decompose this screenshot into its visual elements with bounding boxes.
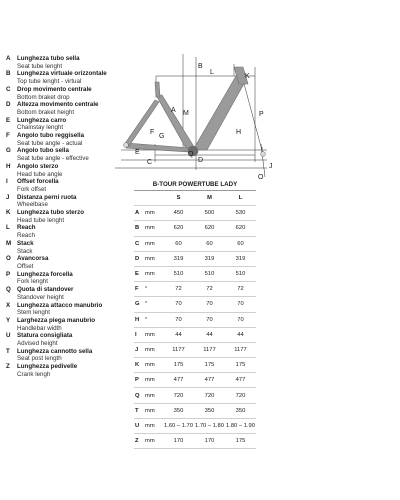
legend-label-it: Lunghezza forcella — [17, 270, 73, 278]
legend-letter: M — [6, 239, 12, 247]
legend-label-en: Crank lengh — [17, 370, 51, 378]
legend-label-en: Head tube angle — [17, 170, 63, 178]
value-l: 70 — [225, 312, 256, 327]
legend-label-it: Lunghezza carro — [17, 116, 67, 124]
value-l: 620 — [225, 221, 256, 236]
legend-item — [6, 255, 128, 270]
diagram-label-l: L — [210, 69, 214, 76]
row-unit: mm — [145, 342, 163, 357]
diagram-label-h: H — [236, 129, 242, 136]
legend-letter: C — [6, 85, 11, 93]
row-letter: A — [134, 206, 145, 221]
legend-label-en: Seat tube lenght — [17, 62, 63, 70]
legend-label-it: Larghezza piega manubrio — [17, 316, 96, 324]
value-l: 510 — [225, 266, 256, 281]
legend-letter: X — [6, 301, 11, 309]
table-row — [134, 358, 256, 373]
legend-label-en: Top tube lenght - virtual — [17, 78, 82, 86]
legend-letter: Q — [6, 286, 11, 294]
row-unit: mm — [145, 388, 163, 403]
value-m: 70 — [194, 312, 225, 327]
row-letter: Q — [134, 388, 145, 403]
row-unit: mm — [145, 266, 163, 281]
diagram-label-q: Q — [188, 151, 194, 158]
value-l: 530 — [225, 206, 256, 221]
row-letter: B — [134, 221, 145, 236]
row-letter: P — [134, 373, 145, 388]
legend-label-en: Seat post length — [17, 355, 62, 363]
legend-label-it: Stack — [17, 239, 34, 247]
table-row — [134, 236, 256, 251]
row-letter: F — [134, 282, 145, 297]
legend-label-it: Lunghezza cannotto sella — [17, 347, 93, 355]
legend-label-it: Distanza perni ruota — [17, 193, 77, 201]
value-m: 350 — [194, 403, 225, 418]
legend-letter: J — [6, 193, 10, 201]
legend-label-en: Seat tube angle - effective — [17, 155, 89, 163]
table-row — [134, 206, 256, 221]
row-unit: mm — [145, 236, 163, 251]
value-m: 620 — [194, 221, 225, 236]
row-letter: K — [134, 358, 145, 373]
diagram-label-j: J — [269, 163, 273, 170]
value-m: 44 — [194, 327, 225, 342]
legend-letter: L — [6, 224, 10, 232]
value-l: 70 — [225, 297, 256, 312]
legend-label-it: Reach — [17, 224, 36, 232]
legend-label-en: Chainstay lenght — [17, 124, 64, 132]
legend-label-en: Reach — [17, 232, 35, 240]
row-unit: mm — [145, 434, 163, 449]
geometry-table — [134, 181, 256, 449]
row-letter: U — [134, 418, 145, 433]
legend-label-en: Standover height — [17, 293, 64, 301]
legend-letter: U — [6, 332, 11, 340]
diagram-label-k: K — [245, 73, 250, 80]
diagram-label-f: F — [150, 129, 155, 136]
table-row — [134, 266, 256, 281]
value-m: 510 — [194, 266, 225, 281]
legend-letter: K — [6, 209, 11, 217]
legend-label-en: Head tube lenght — [17, 216, 65, 224]
size-header: L — [225, 191, 256, 206]
legend-label-it: Offset forcella — [17, 178, 59, 186]
diagram-label-a: A — [171, 107, 176, 114]
legend-label-it: Lunghezza tubo sella — [17, 55, 80, 62]
value-m: 60 — [194, 236, 225, 251]
legend-label-it: Lunghezza virtuale orizzontale — [17, 70, 107, 78]
value-s: 1.60 – 1.70 — [163, 418, 194, 433]
diagram-label-b: B — [198, 63, 203, 70]
value-s: 44 — [163, 327, 194, 342]
legend-label-en: Bottom braket drop — [17, 93, 70, 101]
table-row — [134, 327, 256, 342]
value-s: 720 — [163, 388, 194, 403]
legend-item — [6, 224, 128, 239]
value-s: 1177 — [163, 342, 194, 357]
row-unit: ° — [145, 282, 163, 297]
row-letter: I — [134, 327, 145, 342]
row-letter: E — [134, 266, 145, 281]
legend-letter: F — [6, 132, 10, 140]
value-l: 1177 — [225, 342, 256, 357]
value-s: 70 — [163, 312, 194, 327]
table-row — [134, 221, 256, 236]
table-row — [134, 373, 256, 388]
value-m: 72 — [194, 282, 225, 297]
value-s: 510 — [163, 266, 194, 281]
legend-label-it: Altezza movimento centrale — [17, 101, 99, 109]
legend-label-it: Statura consigliata — [17, 332, 73, 340]
legend-label-it: Lunghezza attacco manubrio — [17, 301, 103, 309]
legend-item — [6, 332, 128, 347]
legend-item — [6, 240, 128, 255]
row-unit: ° — [145, 312, 163, 327]
legend-letter: Y — [6, 316, 11, 324]
diagram-label-p: P — [259, 111, 264, 118]
legend-letter: A — [6, 55, 11, 62]
value-m: 1177 — [194, 342, 225, 357]
legend-letter: D — [6, 101, 11, 109]
value-l: 44 — [225, 327, 256, 342]
table-row — [134, 418, 256, 433]
legend-label-en: Bottom braket height — [17, 108, 75, 116]
value-l: 175 — [225, 434, 256, 449]
legend-item — [6, 286, 128, 301]
value-s: 72 — [163, 282, 194, 297]
legend-label-en: Advised height — [17, 340, 58, 348]
legend-item — [6, 302, 128, 317]
value-s: 620 — [163, 221, 194, 236]
value-m: 70 — [194, 297, 225, 312]
value-m: 477 — [194, 373, 225, 388]
diagram-label-m: M — [183, 110, 189, 117]
row-letter: D — [134, 251, 145, 266]
legend-label-en: Stack — [17, 247, 33, 255]
diagram-label-c: C — [147, 159, 153, 166]
legend-label-it: Angolo tubo reggisella — [17, 132, 85, 140]
legend-item — [6, 348, 128, 363]
table-header-row — [134, 191, 256, 206]
row-unit: mm — [145, 358, 163, 373]
legend-label-en: Seat tube angle - actual — [17, 139, 83, 147]
diagram-label-g: G — [159, 133, 165, 140]
legend-item — [6, 209, 128, 224]
value-l: 72 — [225, 282, 256, 297]
legend-label-en: Fork lenght — [17, 278, 48, 286]
value-l: 1.80 – 1.90 — [225, 418, 256, 433]
table-row — [134, 282, 256, 297]
table-row — [134, 342, 256, 357]
value-l: 477 — [225, 373, 256, 388]
legend-label-it: Avancorsa — [17, 255, 49, 263]
row-unit: mm — [145, 206, 163, 221]
size-header: S — [163, 191, 194, 206]
value-l: 720 — [225, 388, 256, 403]
value-s: 175 — [163, 358, 194, 373]
table-row — [134, 297, 256, 312]
legend-item — [6, 317, 128, 332]
value-m: 1.70 – 1.80 — [194, 418, 225, 433]
legend-label-it: Quota di standover — [17, 286, 74, 294]
value-s: 477 — [163, 373, 194, 388]
legend-label-en: Wheelbase — [17, 201, 48, 209]
row-letter: C — [134, 236, 145, 251]
legend-letter: G — [6, 147, 11, 155]
diagram-label-d: D — [198, 157, 204, 164]
size-header: M — [194, 191, 225, 206]
row-unit: mm — [145, 403, 163, 418]
legend-item — [6, 271, 128, 286]
row-letter: G — [134, 297, 145, 312]
frame-geometry-diagram — [95, 42, 285, 182]
value-m: 319 — [194, 251, 225, 266]
table-row — [134, 312, 256, 327]
row-unit: ° — [145, 297, 163, 312]
table-row — [134, 434, 256, 449]
value-m: 175 — [194, 358, 225, 373]
row-unit: mm — [145, 251, 163, 266]
legend-label-it: Drop movimento centrale — [17, 85, 92, 93]
legend-item — [6, 194, 128, 209]
legend-letter: O — [6, 255, 11, 263]
legend-label-it: Angolo tubo sella — [17, 147, 69, 155]
legend-letter: Z — [6, 363, 10, 371]
legend-letter: B — [6, 70, 11, 78]
value-s: 170 — [163, 434, 194, 449]
legend-letter: H — [6, 162, 11, 170]
legend-label-en: Handlebar width — [17, 324, 62, 332]
value-m: 500 — [194, 206, 225, 221]
diagram-label-e: E — [135, 149, 140, 156]
row-unit: mm — [145, 221, 163, 236]
diagram-label-i: I — [261, 147, 263, 154]
legend-label-it: Lunghezza tubo sterzo — [17, 209, 85, 217]
table-title: B-TOUR POWERTUBE LADY — [134, 181, 256, 191]
value-s: 70 — [163, 297, 194, 312]
row-letter: T — [134, 403, 145, 418]
table-row — [134, 251, 256, 266]
table-row — [134, 388, 256, 403]
value-l: 350 — [225, 403, 256, 418]
legend-label-it: Lunghezza pedivelle — [17, 363, 78, 371]
legend-label-it: Angolo sterzo — [17, 162, 59, 170]
value-s: 60 — [163, 236, 194, 251]
legend-label-en: Stem lenght — [17, 309, 51, 317]
row-unit: mm — [145, 373, 163, 388]
row-letter: H — [134, 312, 145, 327]
legend-label-en: Fork offset — [17, 185, 47, 193]
diagram-label-o: O — [258, 174, 264, 181]
row-letter: J — [134, 342, 145, 357]
value-s: 350 — [163, 403, 194, 418]
row-unit: mm — [145, 327, 163, 342]
legend-letter: P — [6, 270, 11, 278]
value-s: 450 — [163, 206, 194, 221]
legend-label-en: Offset — [17, 262, 34, 270]
row-letter: Z — [134, 434, 145, 449]
legend-letter: I — [6, 178, 8, 186]
legend-letter: E — [6, 116, 11, 124]
legend-letter: T — [6, 347, 10, 355]
value-l: 60 — [225, 236, 256, 251]
value-s: 319 — [163, 251, 194, 266]
legend-item — [6, 363, 128, 378]
value-l: 175 — [225, 358, 256, 373]
table-row — [134, 403, 256, 418]
value-l: 319 — [225, 251, 256, 266]
value-m: 720 — [194, 388, 225, 403]
value-m: 170 — [194, 434, 225, 449]
row-unit: mm — [145, 418, 163, 433]
